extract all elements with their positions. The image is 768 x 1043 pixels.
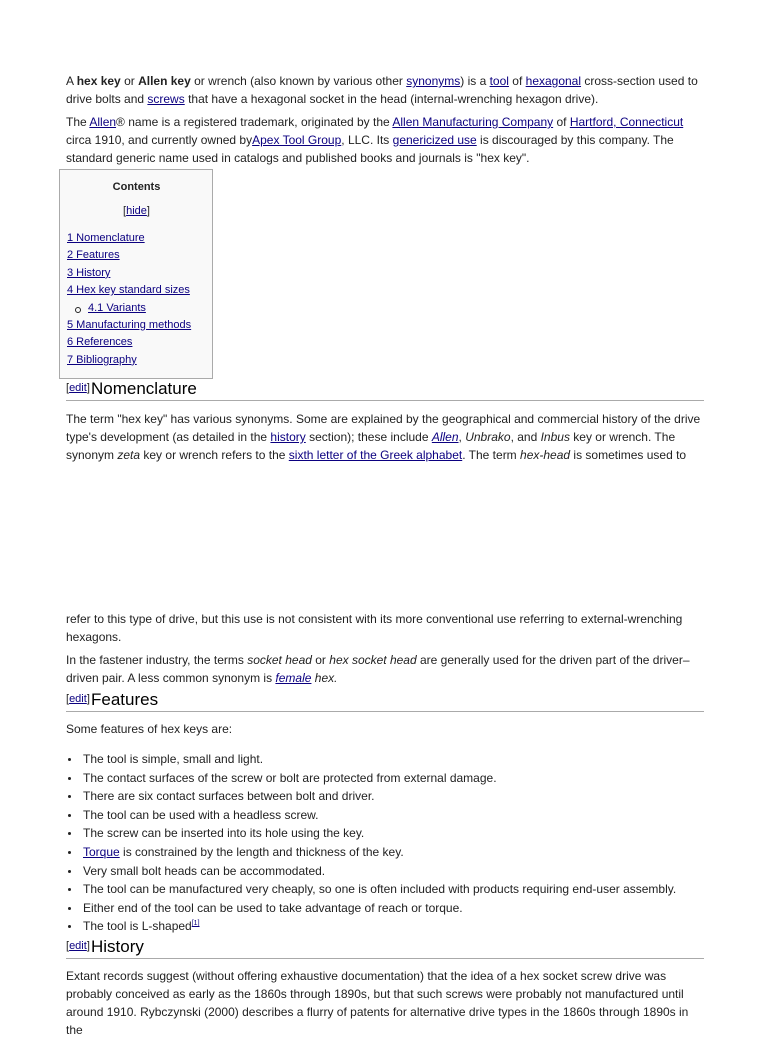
- link-synonyms[interactable]: synonyms: [406, 74, 461, 88]
- toc-subitem: [67, 300, 206, 317]
- text: or: [120, 74, 139, 88]
- toc-list: [67, 230, 206, 369]
- italic-term: socket head: [247, 653, 312, 667]
- section-title: Nomenclature: [91, 379, 197, 398]
- toc-hide-link[interactable]: hide: [126, 205, 147, 217]
- section-title: Features: [91, 690, 159, 709]
- toc-link-references[interactable]: 6 References: [67, 336, 133, 349]
- text: ® name is a registered trademark, originated by the: [116, 115, 393, 129]
- bracket: ]: [86, 940, 90, 952]
- nomenclature-paragraph-1-continued: [66, 610, 704, 650]
- text: A: [66, 74, 77, 88]
- toc-hide-toggle: [67, 202, 206, 220]
- italic-term: hex-head: [520, 448, 571, 462]
- link-female[interactable]: female: [275, 671, 312, 685]
- edit-link[interactable]: edit: [69, 940, 87, 952]
- link-hartford-connecticut[interactable]: Hartford, Connecticut: [569, 115, 684, 129]
- toc-link-variants[interactable]: 4.1 Variants: [88, 301, 146, 314]
- text: that have a hexagonal socket in the head (internal-wrenching hexagon drive).: [184, 92, 599, 106]
- link-tool[interactable]: tool: [489, 74, 509, 88]
- toc-title: Contents: [112, 181, 161, 193]
- italic-term: Inbus: [540, 430, 570, 444]
- italic-term: Unbrako: [465, 430, 511, 444]
- intro-paragraph-1: [66, 72, 704, 108]
- list-item: The contact surfaces of the screw or bolt are protected from external damage.: [66, 769, 704, 788]
- text: or: [311, 653, 330, 667]
- toc-item: [67, 265, 206, 282]
- reference-link[interactable]: [1]: [191, 920, 200, 928]
- toc-item: [67, 317, 206, 334]
- link-allen-italic[interactable]: Allen: [431, 430, 459, 444]
- edit-section-link-group: [66, 937, 90, 955]
- text: refer to this type of drive, but this use is not consistent with its more conventional use referring to external-wrenching hexagons.: [66, 612, 683, 644]
- text: , and: [510, 430, 541, 444]
- text: ,: [458, 430, 466, 444]
- text: Extant records suggest (without offering exhaustive documentation) that the idea of a hex socket screw drive was probably conceived as early as the 1860s through 1890s, but that such screws were probably not manufactured until around 1910. Rybczynski (2000) describes a flurry of patents for alternative drive types in the 1860s through 1890s in the: [66, 969, 689, 1037]
- link-sixth-letter-greek-alphabet[interactable]: sixth letter of the Greek alphabet: [288, 448, 463, 462]
- toc-link-manufacturing-methods[interactable]: 5 Manufacturing methods: [67, 319, 192, 332]
- text: hex.: [311, 671, 338, 685]
- nomenclature-paragraph-1: [66, 410, 704, 468]
- bracket: [: [123, 205, 127, 217]
- article-body: [66, 72, 704, 1037]
- text: or wrench (also known by various other: [190, 74, 407, 88]
- bracket: [: [66, 693, 70, 705]
- text: cross-section used to drive bolts and: [66, 74, 698, 106]
- toc-link-history[interactable]: 3 History: [67, 266, 111, 279]
- text: is sometimes used to: [570, 448, 687, 462]
- toc-item: [67, 334, 206, 351]
- text: key or wrench refers to the: [140, 448, 289, 462]
- toc-link-hex-key-standard-sizes[interactable]: 4 Hex key standard sizes: [67, 284, 190, 297]
- list-item: There are six contact surfaces between bolt and driver.: [66, 787, 704, 806]
- features-intro: [66, 720, 704, 742]
- link-torque[interactable]: Torque: [83, 844, 120, 859]
- text: is discouraged by this company. The standard generic name used in catalogs and published books and journals is "hex key".: [66, 133, 674, 165]
- nomenclature-paragraph-2: [66, 651, 704, 691]
- edit-section-link-group: [66, 690, 90, 708]
- toc-item: [67, 247, 206, 264]
- toc-item: [67, 282, 206, 299]
- toc-item: [67, 230, 206, 247]
- text: is constrained by the length and thickness of the key.: [119, 844, 404, 859]
- bracket: ]: [146, 205, 150, 217]
- toc-item: [67, 352, 206, 369]
- table-of-contents: [59, 169, 213, 379]
- features-list: [66, 750, 704, 936]
- text: section); these include: [305, 430, 432, 444]
- edit-link[interactable]: edit: [69, 693, 87, 705]
- link-allen[interactable]: Allen: [89, 115, 117, 129]
- list-item: Either end of the tool can be used to take advantage of reach or torque.: [66, 899, 704, 918]
- section-heading-features: [66, 689, 704, 712]
- list-item: The screw can be inserted into its hole using the key.: [66, 824, 704, 843]
- link-genericized-use[interactable]: genericized use: [392, 133, 477, 147]
- section-heading-history: [66, 936, 704, 959]
- toc-link-nomenclature[interactable]: 1 Nomenclature: [67, 232, 145, 244]
- text: key or wrench. The synonym: [66, 430, 676, 462]
- italic-term: hex socket head: [329, 653, 417, 667]
- bracket: ]: [86, 382, 90, 394]
- intro-paragraph-2: [66, 113, 704, 167]
- list-item: The tool is simple, small and light.: [66, 750, 704, 769]
- bracket: [: [66, 940, 70, 952]
- link-allen-manufacturing-company[interactable]: Allen Manufacturing Company: [392, 115, 554, 129]
- bracket: ]: [86, 693, 90, 705]
- link-apex-tool-group[interactable]: Apex Tool Group: [252, 133, 342, 147]
- history-paragraph-1: [66, 967, 704, 1043]
- list-item: Very small bolt heads can be accommodated.: [66, 862, 704, 881]
- text: Some features of hex keys are:: [66, 722, 233, 736]
- text: The term "hex key" has various synonyms. Some are explained by the geographical and commercial history of the drive type's development (as detailed in the: [66, 412, 701, 444]
- link-hexagonal[interactable]: hexagonal: [525, 74, 582, 88]
- section-heading-nomenclature: [66, 378, 704, 401]
- text: of: [508, 74, 526, 88]
- toc-link-features[interactable]: 2 Features: [67, 249, 120, 262]
- list-item: [66, 843, 704, 862]
- edit-section-link-group: [66, 379, 90, 397]
- bracket: [: [66, 382, 70, 394]
- link-screws[interactable]: screws: [147, 92, 185, 106]
- text: , LLC. Its: [341, 133, 393, 147]
- edit-link[interactable]: edit: [69, 382, 87, 394]
- list-item: The tool can be used with a headless screw.: [66, 806, 704, 825]
- text: circa 1910, and currently owned by: [66, 133, 253, 147]
- toc-link-bibliography[interactable]: 7 Bibliography: [67, 353, 137, 366]
- link-history[interactable]: history: [270, 430, 306, 444]
- bold-term-hex-key: hex key: [76, 74, 121, 88]
- text: The tool is L-shaped: [83, 919, 192, 934]
- list-item: The tool can be manufactured very cheaply, so one is often included with products requiring end-user assembly.: [66, 880, 704, 899]
- text: The: [66, 115, 90, 129]
- bold-term-allen-key: Allen key: [138, 74, 191, 88]
- italic-term: zeta: [117, 448, 141, 462]
- list-item: [66, 917, 704, 936]
- text: . The term: [462, 448, 521, 462]
- text: are generally used for the driven part of the driver–driven pair. A less common synonym is: [66, 653, 690, 685]
- section-title: History: [91, 937, 144, 956]
- text: ) is a: [460, 74, 490, 88]
- text: of: [553, 115, 570, 129]
- text: In the fastener industry, the terms: [66, 653, 248, 667]
